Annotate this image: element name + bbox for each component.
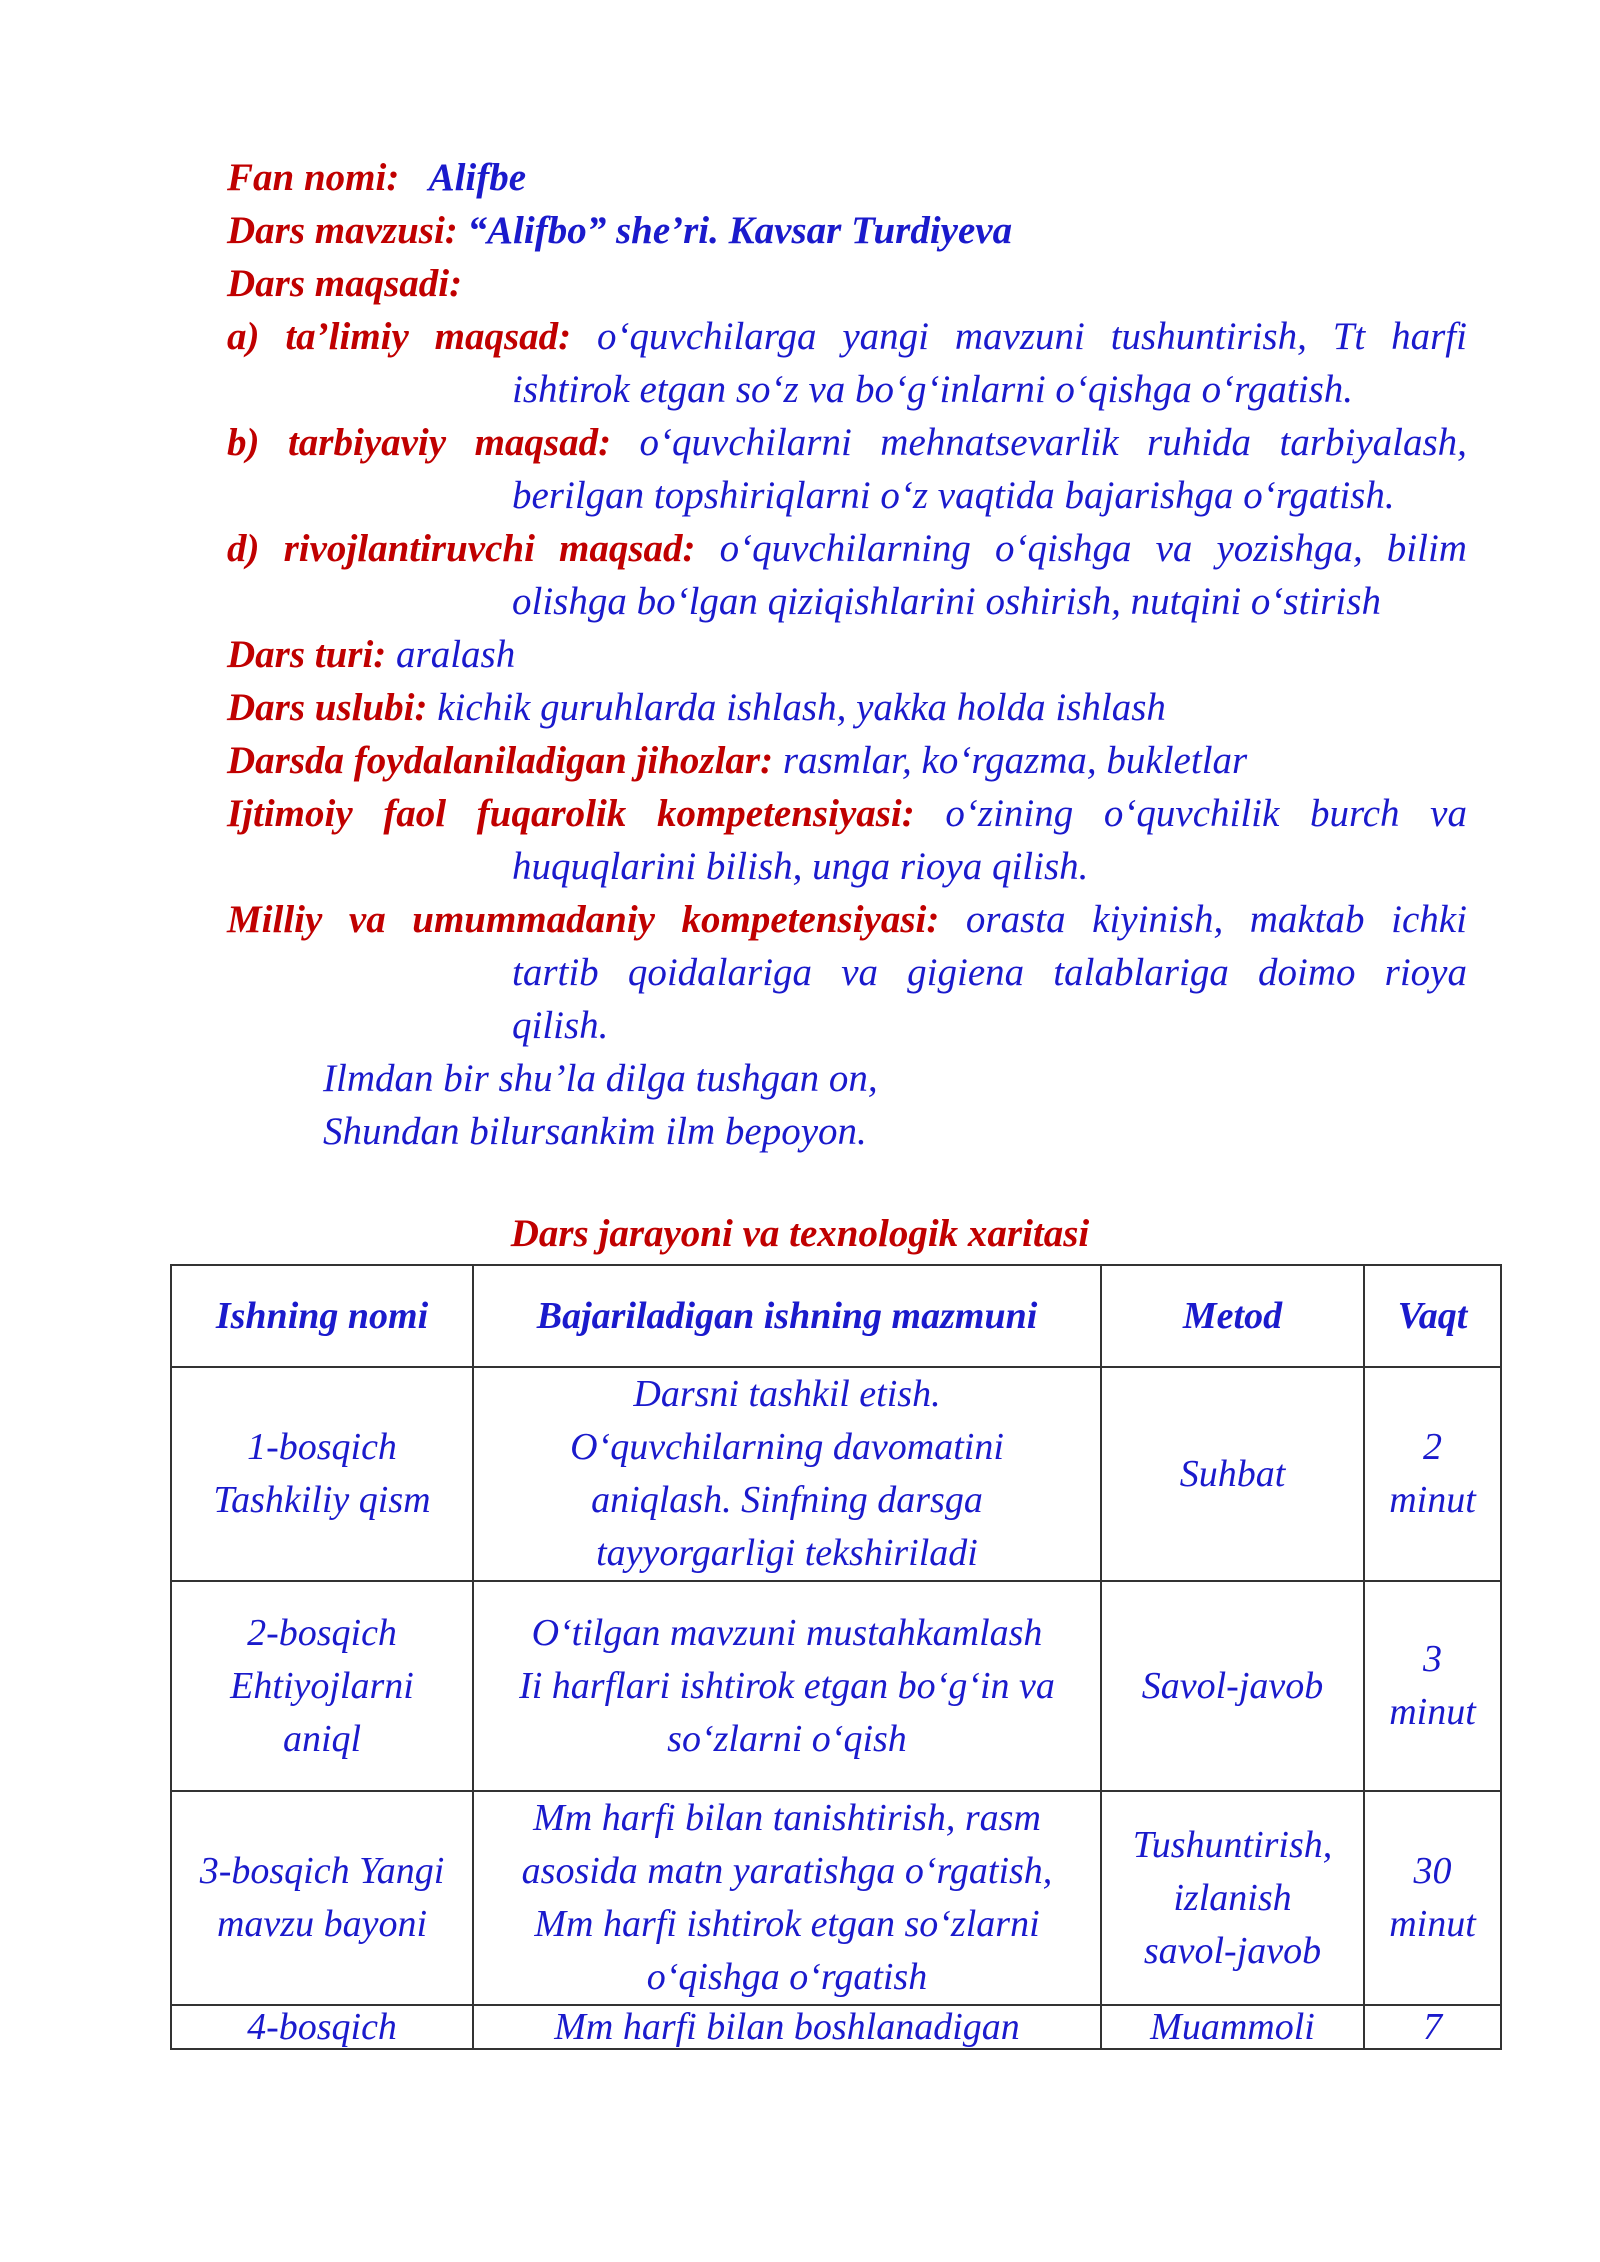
cell-text: Mm harfi bilan boshlanadigan xyxy=(554,2006,1020,2048)
goal-a-word: mavzuni xyxy=(954,315,1085,358)
poem-line1: Ilmdan bir shu’la dilga tushgan on, xyxy=(323,1057,878,1100)
lesson-type-label: Dars turi: xyxy=(227,633,387,676)
cell-text: minut xyxy=(1389,1903,1476,1945)
goal-b-word: o‘quvchilarni xyxy=(639,421,852,464)
cell-text: Suhbat xyxy=(1179,1452,1286,1495)
goal-b-line1 xyxy=(227,423,1467,462)
cell-text: Darsni tashkil etish. xyxy=(633,1373,941,1415)
goal-a-line1 xyxy=(227,317,1467,356)
cell-text: 2 xyxy=(1423,1426,1442,1468)
cell-text: O‘tilgan mavzuni mustahkamlash xyxy=(531,1611,1043,1654)
topic-label: Dars mavzusi: xyxy=(227,209,458,252)
lesson-style-line xyxy=(227,688,1166,727)
header-cell: Ishning nomi xyxy=(171,1265,473,1367)
civic-word: kompetensiyasi: xyxy=(656,792,915,835)
civic-competence-line2: huquqlarini bilish, unga rioya qilish. xyxy=(512,845,1089,888)
goal-a-label: a) xyxy=(227,315,260,358)
cultural-line2-word: gigiena xyxy=(907,951,1025,994)
cultural-word: kompetensiyasi: xyxy=(681,898,940,941)
lesson-type-line xyxy=(227,635,515,674)
subject-value: Alifbe xyxy=(428,156,527,199)
cultural-word: va xyxy=(348,898,386,941)
lesson-plan-table xyxy=(170,1264,1502,2050)
goal-a-word: tushuntirish, xyxy=(1110,315,1307,358)
cell-text: 3-bosqich Yangi xyxy=(199,1850,445,1892)
cell-text: aniql xyxy=(282,1717,362,1760)
cultural-word: umummadaniy xyxy=(412,898,655,941)
cell-text: mavzu bayoni xyxy=(216,1903,428,1945)
civic-value-word: o‘zining xyxy=(945,792,1074,835)
cultural-value-word: orasta xyxy=(965,898,1066,941)
goal-a-word: o‘quvchilarga xyxy=(597,315,817,358)
equipment-value: rasmlar, ko‘rgazma, bukletlar xyxy=(782,739,1248,782)
topic-line xyxy=(227,211,1012,250)
lesson-style-label: Dars uslubi: xyxy=(227,686,428,729)
cell-text: savol-javob xyxy=(1143,1929,1322,1972)
time-cell xyxy=(1364,2005,1501,2049)
goal-d-title2: maqsad: xyxy=(559,527,696,570)
cultural-competence-line3: qilish. xyxy=(512,1004,609,1047)
subject-line xyxy=(227,158,526,197)
goal-d-line1 xyxy=(227,529,1467,568)
cell-text: 2-bosqich xyxy=(247,1611,397,1654)
goal-d-word: o‘quvchilarning xyxy=(719,527,971,570)
cell-text: so‘zlarni o‘qish xyxy=(667,1717,907,1760)
cultural-value-word: maktab xyxy=(1249,898,1365,941)
method-cell xyxy=(1101,1367,1364,1581)
goal-a-title2: maqsad: xyxy=(434,315,572,358)
cultural-line2-word: rioya xyxy=(1384,951,1467,994)
table-row xyxy=(171,1791,1501,2005)
civic-word: faol xyxy=(383,792,447,835)
cultural-line2-word: doimo xyxy=(1257,951,1356,994)
cell-text: 30 xyxy=(1413,1850,1452,1892)
cell-text: Tushuntirish, xyxy=(1132,1823,1333,1866)
time-cell xyxy=(1364,1581,1501,1791)
cell-text: 4-bosqich xyxy=(247,2006,397,2048)
cultural-line2-word: talablariga xyxy=(1053,951,1229,994)
header-cell: Metod xyxy=(1101,1265,1364,1367)
cell-text: O‘quvchilarning davomatini xyxy=(570,1426,1004,1468)
goal-d-word: o‘qishga xyxy=(994,527,1132,570)
goal-d-line2: olishga bo‘lgan qiziqishlarini oshirish, nutqini o‘stirish xyxy=(512,580,1381,623)
cell-text: tayyorgarligi tekshiriladi xyxy=(596,1532,978,1574)
cultural-value-word: kiyinish, xyxy=(1092,898,1224,941)
goal-a-word: harfi xyxy=(1391,315,1467,358)
cultural-line2-word: qoidalariga xyxy=(627,951,813,994)
stage-name-cell xyxy=(171,1367,473,1581)
cell-text: Ehtiyojlarni xyxy=(230,1664,414,1707)
goal-d-word: va xyxy=(1155,527,1193,570)
goal-heading xyxy=(227,264,462,303)
cell-text: minut xyxy=(1389,1691,1476,1733)
goal-a-title: ta’limiy xyxy=(285,315,409,358)
method-cell xyxy=(1101,1791,1364,2005)
cultural-line2-word: tartib xyxy=(512,951,599,994)
civic-value-word: va xyxy=(1430,792,1467,835)
cell-text: izlanish xyxy=(1173,1876,1292,1919)
cell-text: Muammoli xyxy=(1150,2006,1315,2048)
lesson-style-value: kichik guruhlarda ishlash, yakka holda ishlash xyxy=(437,686,1166,729)
cultural-competence-line2 xyxy=(512,953,1467,992)
goal-b-label: b) xyxy=(227,421,260,464)
cell-text: Mm harfi bilan tanishtirish, rasm xyxy=(533,1797,1041,1839)
cell-text: Tashkiliy qism xyxy=(213,1479,431,1521)
equipment-line xyxy=(227,741,1247,780)
goal-b-title: tarbiyaviy xyxy=(287,421,447,464)
goal-a-word: yangi xyxy=(842,315,930,358)
goal-b-word: ruhida xyxy=(1147,421,1252,464)
table-header-row xyxy=(171,1265,1501,1367)
goal-a-line2: ishtirok etgan so‘z va bo‘g‘inlarni o‘qishga o‘rgatish. xyxy=(512,368,1353,411)
goal-d-word: yozishga, xyxy=(1216,527,1363,570)
civic-competence-line1 xyxy=(227,794,1467,833)
cultural-line2-word: va xyxy=(841,951,878,994)
topic-value: “Alifbo” she’ri. Kavsar Turdiyeva xyxy=(467,209,1013,252)
civic-value-word: burch xyxy=(1309,792,1400,835)
goal-heading-label: Dars maqsadi: xyxy=(227,262,463,305)
content-cell xyxy=(473,2005,1101,2049)
goal-a-word: Tt xyxy=(1332,315,1366,358)
table-caption: Dars jarayoni va texnologik xaritasi xyxy=(510,1212,1090,1255)
civic-value-word: o‘quvchilik xyxy=(1103,792,1280,835)
content-cell xyxy=(473,1581,1101,1791)
time-cell xyxy=(1364,1367,1501,1581)
cultural-value-word: ichki xyxy=(1391,898,1467,941)
goal-d-label: d) xyxy=(227,527,260,570)
goal-b-line2: berilgan topshiriqlarni o‘z vaqtida bajarishga o‘rgatish. xyxy=(512,474,1395,517)
lesson-type-value: aralash xyxy=(396,633,516,676)
time-cell xyxy=(1364,1791,1501,2005)
cultural-competence-line1 xyxy=(227,900,1467,939)
content-cell xyxy=(473,1791,1101,2005)
cultural-word: Milliy xyxy=(227,898,323,941)
content-cell xyxy=(473,1367,1101,1581)
table-row xyxy=(171,1581,1501,1791)
goal-d-title: rivojlantiruvchi xyxy=(283,527,535,570)
cell-text: asosida matn yaratishga o‘rgatish, xyxy=(521,1850,1053,1892)
cell-text: o‘qishga o‘rgatish xyxy=(646,1956,928,1998)
cell-text: minut xyxy=(1389,1479,1476,1521)
header-cell: Bajariladigan ishning mazmuni xyxy=(473,1265,1101,1367)
subject-label: Fan nomi: xyxy=(227,156,400,199)
method-cell xyxy=(1101,1581,1364,1791)
civic-word: fuqarolik xyxy=(476,792,627,835)
cell-text: Ii harflari ishtirok etgan bo‘g‘in va xyxy=(519,1664,1055,1707)
poem-line2: Shundan bilursankim ilm bepoyon. xyxy=(323,1110,867,1153)
goal-b-word: mehnatsevarlik xyxy=(880,421,1119,464)
stage-name-cell xyxy=(171,1791,473,2005)
cell-text: 7 xyxy=(1423,2006,1442,2048)
cell-text: Mm harfi ishtirok etgan so‘zlarni xyxy=(534,1903,1040,1945)
equipment-label: Darsda foydalaniladigan jihozlar: xyxy=(227,739,774,782)
cell-text: 1-bosqich xyxy=(247,1426,397,1468)
header-cell: Vaqt xyxy=(1364,1265,1501,1367)
table-row xyxy=(171,1367,1501,1581)
goal-d-word: bilim xyxy=(1386,527,1467,570)
stage-name-cell xyxy=(171,2005,473,2049)
table-row xyxy=(171,2005,1501,2049)
civic-word: Ijtimoiy xyxy=(227,792,353,835)
goal-b-title2: maqsad: xyxy=(474,421,612,464)
stage-name-cell xyxy=(171,1581,473,1791)
method-cell xyxy=(1101,2005,1364,2049)
cell-text: 3 xyxy=(1423,1638,1442,1680)
cell-text: Savol-javob xyxy=(1141,1664,1324,1707)
cell-text: aniqlash. Sinfning darsga xyxy=(591,1479,983,1521)
goal-b-word: tarbiyalash, xyxy=(1279,421,1467,464)
